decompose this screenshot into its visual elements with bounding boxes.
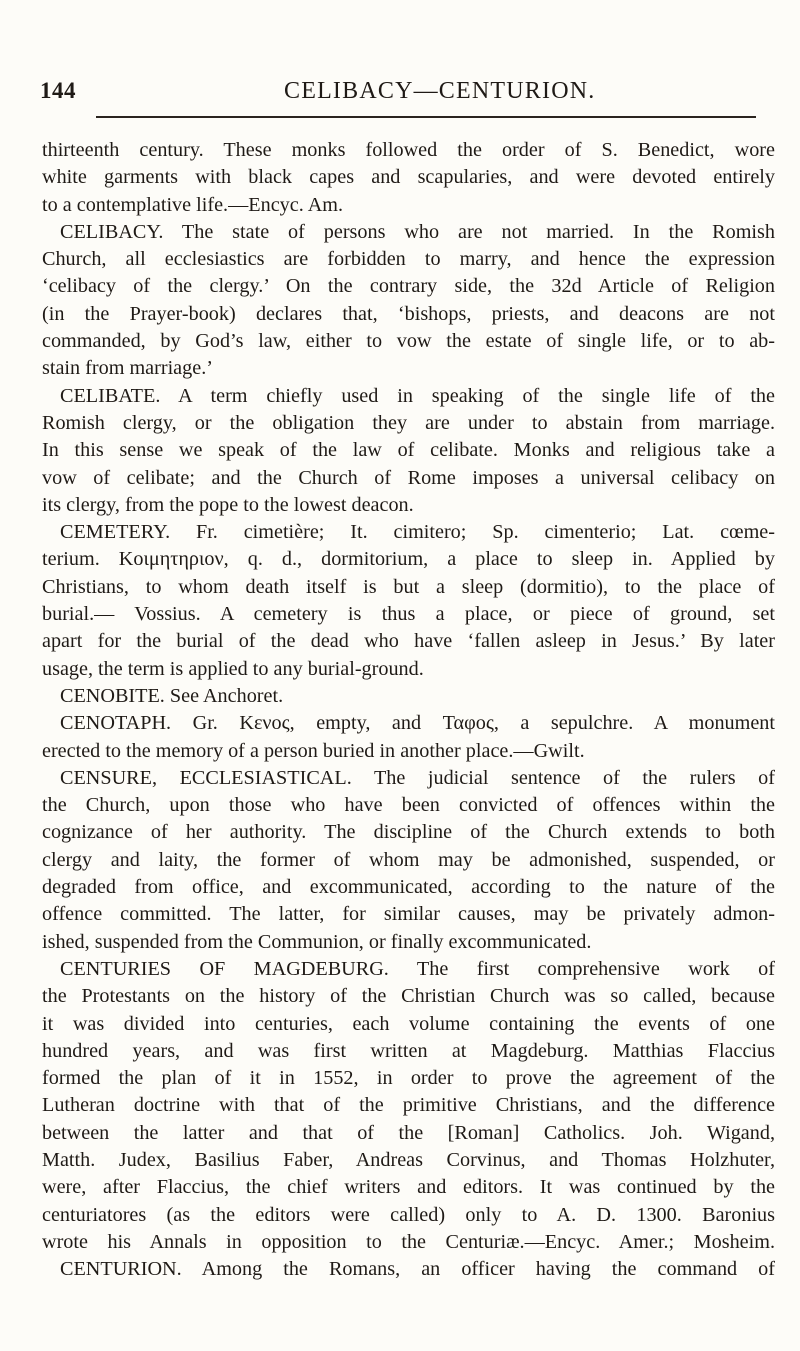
text-line: it was divided into centuries, each volume containing the events of one	[42, 1012, 775, 1035]
text-line: the Church, upon those who have been convicted of offences within the	[42, 794, 775, 817]
text-line: Church, all ecclesiastics are forbidden to marry, and hence the expression	[42, 248, 775, 271]
text-line: centuriatores (as the editors were called) only to A. D. 1300. Baronius	[42, 1203, 775, 1226]
text-line: its clergy, from the pope to the lowest deacon.	[42, 493, 414, 516]
page-number: 144	[40, 78, 76, 103]
text-line: degraded from office, and excommunicated, according to the nature of the	[42, 876, 775, 899]
text-line: hundred years, and was first written at Magdeburg. Matthias Flaccius	[42, 1039, 775, 1062]
text-line: CENOTAPH. Gr. Κενος, empty, and Ταφος, a sepulchre. A monument	[60, 712, 775, 735]
text-line: usage, the term is applied to any burial-ground.	[42, 657, 424, 680]
page-header	[40, 78, 780, 112]
text-line: CEMETERY. Fr. cimetière; It. cimitero; Sp. cimenterio; Lat. cœme-	[60, 521, 775, 544]
text-line: apart for the burial of the dead who have ‘fallen asleep in Jesus.’ By later	[42, 630, 775, 653]
text-line: formed the plan of it in 1552, in order to prove the agreement of the	[42, 1067, 775, 1090]
text-line: wrote his Annals in opposition to the Centuriæ.—Encyc. Amer.; Mosheim.	[42, 1230, 775, 1253]
text-line: Lutheran doctrine with that of the primitive Christians, and the difference	[42, 1094, 775, 1117]
text-line: In this sense we speak of the law of celibate. Monks and religious take a	[42, 439, 775, 462]
text-line: burial.— Vossius. A cemetery is thus a place, or piece of ground, set	[42, 603, 775, 626]
text-line: ished, suspended from the Communion, or finally excommunicated.	[42, 930, 592, 953]
text-line: CENOBITE. See Anchoret.	[60, 684, 284, 707]
text-line: between the latter and that of the [Roman] Catholics. Joh. Wigand,	[42, 1121, 775, 1144]
text-line: stain from marriage.’	[42, 357, 213, 380]
text-line: cognizance of her authority. The discipline of the Church extends to both	[42, 821, 775, 844]
text-line: Matth. Judex, Basilius Faber, Andreas Corvinus, and Thomas Holzhuter,	[42, 1148, 775, 1171]
text-line: CELIBATE. A term chiefly used in speaking of the single life of the	[60, 384, 775, 407]
text-line: white garments with black capes and scapularies, and were devoted entirely	[42, 166, 775, 189]
body-text	[42, 137, 775, 1283]
running-head: CELIBACY—CENTURION.	[284, 78, 596, 104]
text-line: vow of celibate; and the Church of Rome imposes a universal celibacy on	[42, 466, 775, 489]
text-line: the Protestants on the history of the Christian Church was so called, because	[42, 985, 775, 1008]
text-line: Romish clergy, or the obligation they are under to abstain from marriage.	[42, 411, 775, 434]
text-line: offence committed. The latter, for similar causes, may be privately admon-	[42, 903, 775, 926]
header-rule	[96, 116, 756, 118]
text-line: ‘celibacy of the clergy.’ On the contrary side, the 32d Article of Religion	[42, 275, 775, 298]
text-line: CELIBACY. The state of persons who are not married. In the Romish	[60, 220, 775, 243]
text-line: commanded, by God’s law, either to vow the estate of single life, or to ab-	[42, 330, 775, 353]
text-line: terium. Κοιμητηριον, q. d., dormitorium, a place to sleep in. Applied by	[42, 548, 775, 571]
text-line: thirteenth century. These monks followed the order of S. Benedict, wore	[42, 139, 775, 161]
text-line: were, after Flaccius, the chief writers and editors. It was continued by the	[42, 1176, 775, 1199]
text-line: (in the Prayer-book) declares that, ‘bishops, priests, and deacons are not	[42, 302, 775, 325]
text-line: CENTURIES OF MAGDEBURG. The first comprehensive work of	[60, 957, 775, 980]
text-line: CENSURE, ECCLESIASTICAL. The judicial sentence of the rulers of	[60, 766, 775, 789]
text-line: Christians, to whom death itself is but a sleep (dormitio), to the place of	[42, 575, 775, 598]
text-line: clergy and laity, the former of whom may be admonished, suspended, or	[42, 848, 775, 871]
text-line: CENTURION. Among the Romans, an officer having the command of	[60, 1258, 775, 1281]
text-line: erected to the memory of a person buried in another place.—Gwilt.	[42, 739, 585, 762]
text-line: to a contemplative life.—Encyc. Am.	[42, 193, 344, 216]
